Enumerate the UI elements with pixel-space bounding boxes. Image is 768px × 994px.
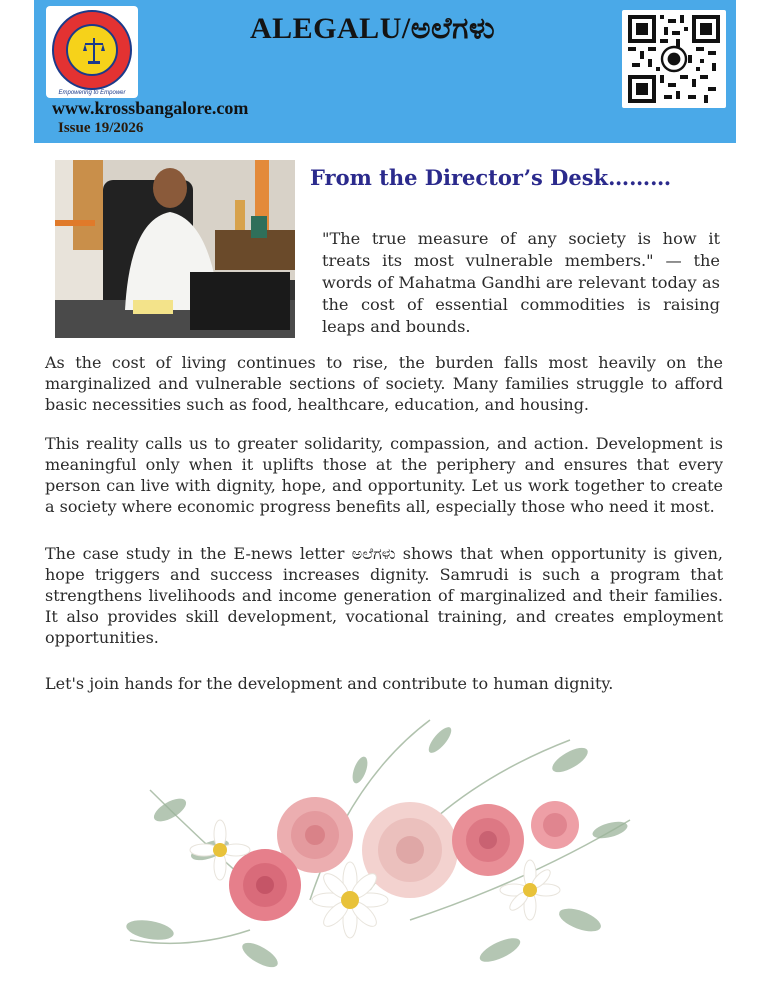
qr-code[interactable] [622, 10, 726, 108]
website-link[interactable]: www.krossbangalore.com [52, 98, 249, 118]
director-photo [55, 160, 295, 338]
closing-line: Let's join hands for the development and contribute to human dignity. [45, 674, 614, 693]
floral-decoration [110, 700, 650, 994]
paragraph-3: The case study in the E-news letter ಅಲೆಗಳು shows that when opportunity is given, hope triggers and success increases dignity. Samrudi is such a program that strengthens livelihoods and income generation of marginalized and their families. It also provides skill development, vocational training, and creates employment opportunities. [45, 544, 723, 647]
director-photo-image [55, 160, 295, 338]
gandhi-quote: "The true measure of any society is how it treats its most vulnerable members." — the words of Mahatma Gandhi are relevant today as the cost of essential commodities is raising leaps and bounds. [322, 229, 720, 336]
section-heading: From the Director’s Desk……… [310, 165, 672, 190]
qr-code-icon [628, 15, 720, 103]
paragraph-2: This reality calls us to greater solidarity, compassion, and action. Development is meaningful only when it uplifts those at the periphery and ensures that every person can live with dignity, hope, and opportunity. Let us work together to create a society where economic progress benefits all, especially those who need it most. [45, 434, 723, 516]
logo-tagline: Empowering to Empower [58, 90, 126, 96]
paragraph-1: As the cost of living continues to rise, the burden falls most heavily on the marginalized and vulnerable sections of society. Many families struggle to afford basic necessities such as food, healthcare, education, and housing. [45, 353, 723, 414]
organisation-logo [46, 6, 138, 98]
logo-ring [52, 10, 132, 90]
scales-icon [82, 36, 106, 66]
issue-number: Issue 19/2026 [58, 120, 144, 136]
newsletter-title: ALEGALU/ಅಲೆಗಳು [250, 12, 496, 45]
logo-emblem [66, 24, 118, 76]
header-banner [34, 0, 736, 143]
